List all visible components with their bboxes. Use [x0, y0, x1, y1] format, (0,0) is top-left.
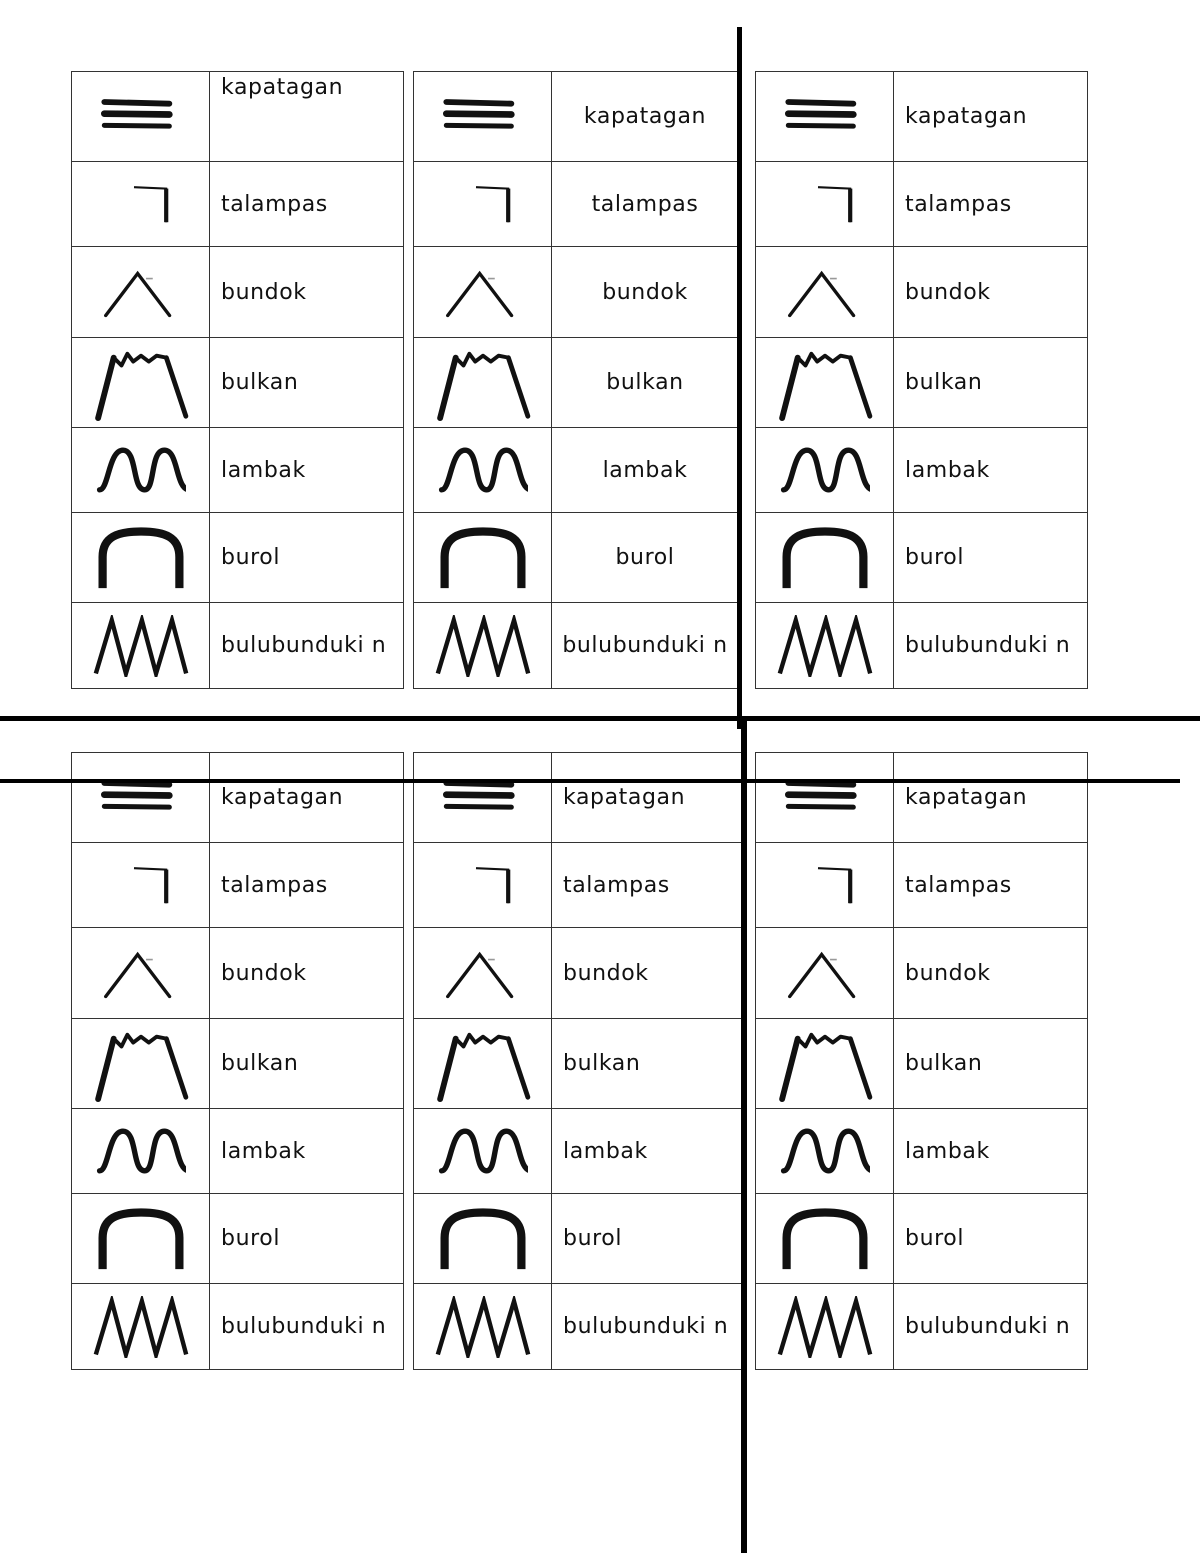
legend-row [414, 1194, 746, 1284]
horizontal-cut-line-lower [0, 779, 1180, 783]
landform-label: bulubunduki n [552, 603, 739, 689]
landform-label: lambak [894, 1109, 1088, 1194]
legend-row [414, 513, 739, 603]
landform-label: kapatagan [552, 72, 739, 162]
valley-icon [429, 443, 537, 497]
legend-row [72, 428, 404, 513]
landform-label: lambak [552, 428, 739, 513]
plateau-icon [448, 178, 518, 230]
symbol-cell [72, 843, 210, 928]
symbol-cell [72, 603, 210, 689]
legend-row [756, 603, 1088, 689]
legend-row [414, 1109, 746, 1194]
landform-label: kapatagan [552, 753, 746, 843]
plateau-icon [448, 859, 518, 911]
legend-row [414, 247, 739, 338]
volcano-icon [775, 1025, 875, 1103]
plateau-icon [106, 859, 176, 911]
landform-label: burol [210, 513, 404, 603]
symbol-cell [72, 72, 210, 162]
landform-label: bulubunduki n [210, 603, 404, 689]
legend-table-3 [755, 71, 1088, 689]
symbol-cell [414, 428, 552, 513]
legend-row [756, 753, 1088, 843]
symbol-cell [72, 513, 210, 603]
legend-row [72, 247, 404, 338]
legend-row [414, 428, 739, 513]
legend-row [414, 603, 739, 689]
landform-label: burol [894, 1194, 1088, 1284]
legend-table-1 [71, 71, 404, 689]
legend-row [72, 1109, 404, 1194]
mound-icon [775, 526, 875, 590]
symbol-cell [414, 247, 552, 338]
legend-table-4 [71, 752, 404, 1370]
symbol-cell [756, 162, 894, 247]
landform-label: lambak [552, 1109, 746, 1194]
symbol-cell [756, 753, 894, 843]
symbol-cell [756, 928, 894, 1019]
volcano-icon [91, 1025, 191, 1103]
valley-icon [429, 1124, 537, 1178]
legend-row [756, 1109, 1088, 1194]
symbol-cell [414, 753, 552, 843]
landform-label: bulkan [210, 338, 404, 428]
mountain-range-icon [770, 615, 880, 677]
legend-row [72, 513, 404, 603]
landform-label: burol [552, 1194, 746, 1284]
landform-label: bulubunduki n [894, 1284, 1088, 1370]
volcano-icon [433, 1025, 533, 1103]
landform-label: bulkan [552, 1019, 746, 1109]
landform-label: burol [552, 513, 739, 603]
landform-label: lambak [210, 428, 404, 513]
legend-row [72, 928, 404, 1019]
mound-icon [775, 1207, 875, 1271]
plateau-icon [790, 178, 860, 230]
landform-label: burol [210, 1194, 404, 1284]
legend-row [72, 72, 404, 162]
symbol-cell [414, 513, 552, 603]
legend-row [414, 338, 739, 428]
legend-row [414, 162, 739, 247]
mountain-range-icon [428, 615, 538, 677]
plateau-icon [106, 178, 176, 230]
symbol-cell [756, 513, 894, 603]
symbol-cell [756, 72, 894, 162]
symbol-cell [72, 1019, 210, 1109]
horizontal-cut-line-middle [0, 716, 1200, 721]
legend-row [756, 72, 1088, 162]
valley-icon [87, 1124, 195, 1178]
landform-label: bundok [552, 928, 746, 1019]
symbol-cell [414, 72, 552, 162]
legend-row [414, 843, 746, 928]
legend-row [756, 162, 1088, 247]
vertical-cut-line-bottom [741, 720, 747, 1553]
vertical-cut-line-top [737, 27, 742, 729]
legend-row [72, 338, 404, 428]
symbol-cell [414, 1019, 552, 1109]
legend-table-5 [413, 752, 746, 1370]
mountain-range-icon [86, 1296, 196, 1358]
landform-label: lambak [210, 1109, 404, 1194]
legend-row [414, 928, 746, 1019]
legend-table-6 [755, 752, 1088, 1370]
legend-row [72, 162, 404, 247]
mound-icon [91, 1207, 191, 1271]
landform-label: bundok [210, 928, 404, 1019]
symbol-cell [414, 1284, 552, 1370]
symbol-cell [756, 843, 894, 928]
symbol-cell [414, 843, 552, 928]
mound-icon [433, 1207, 533, 1271]
landform-label: bundok [210, 247, 404, 338]
volcano-icon [775, 344, 875, 422]
legend-row [72, 1194, 404, 1284]
symbol-cell [756, 1194, 894, 1284]
volcano-icon [433, 344, 533, 422]
landform-label: talampas [210, 843, 404, 928]
landform-label: bundok [894, 247, 1088, 338]
plains-icon [783, 92, 867, 142]
mountain-range-icon [770, 1296, 880, 1358]
legend-row [756, 1284, 1088, 1370]
landform-label: talampas [894, 162, 1088, 247]
symbol-cell [756, 247, 894, 338]
symbol-cell [72, 928, 210, 1019]
symbol-cell [414, 162, 552, 247]
symbol-cell [414, 1109, 552, 1194]
landform-label: lambak [894, 428, 1088, 513]
symbol-cell [72, 338, 210, 428]
landform-label: burol [894, 513, 1088, 603]
symbol-cell [756, 1284, 894, 1370]
hill-icon [441, 945, 525, 1001]
mountain-range-icon [86, 615, 196, 677]
symbol-cell [72, 1194, 210, 1284]
legend-table-2 [413, 71, 739, 689]
landform-label: bundok [552, 247, 739, 338]
legend-row [756, 928, 1088, 1019]
legend-row [756, 428, 1088, 513]
legend-row [72, 753, 404, 843]
symbol-cell [756, 603, 894, 689]
legend-row [756, 513, 1088, 603]
mound-icon [433, 526, 533, 590]
hill-icon [99, 264, 183, 320]
valley-icon [771, 1124, 879, 1178]
legend-row [756, 338, 1088, 428]
valley-icon [771, 443, 879, 497]
legend-row [72, 1019, 404, 1109]
symbol-cell [756, 338, 894, 428]
symbol-cell [72, 162, 210, 247]
landform-label: kapatagan [894, 72, 1088, 162]
symbol-cell [756, 1019, 894, 1109]
landform-label: bulubunduki n [552, 1284, 746, 1370]
symbol-cell [72, 753, 210, 843]
landform-label: talampas [552, 162, 739, 247]
legend-row [414, 1019, 746, 1109]
legend-row [756, 1194, 1088, 1284]
landform-label: bulkan [894, 1019, 1088, 1109]
valley-icon [87, 443, 195, 497]
legend-row [414, 753, 746, 843]
landform-label: bulubunduki n [210, 1284, 404, 1370]
legend-row [756, 1019, 1088, 1109]
symbol-cell [756, 1109, 894, 1194]
mountain-range-icon [428, 1296, 538, 1358]
landform-label: talampas [552, 843, 746, 928]
legend-row [72, 1284, 404, 1370]
symbol-cell [72, 428, 210, 513]
symbol-cell [72, 1109, 210, 1194]
legend-row [72, 843, 404, 928]
mound-icon [91, 526, 191, 590]
landform-label: bulubunduki n [894, 603, 1088, 689]
landform-label: talampas [210, 162, 404, 247]
symbol-cell [72, 247, 210, 338]
legend-row [72, 603, 404, 689]
hill-icon [783, 264, 867, 320]
legend-row [756, 843, 1088, 928]
landform-label: bulkan [210, 1019, 404, 1109]
plateau-icon [790, 859, 860, 911]
landform-label: kapatagan [210, 753, 404, 843]
landform-label: bundok [894, 928, 1088, 1019]
hill-icon [783, 945, 867, 1001]
legend-row [414, 1284, 746, 1370]
landform-label: bulkan [552, 338, 739, 428]
legend-row [756, 247, 1088, 338]
symbol-cell [414, 928, 552, 1019]
landform-label: bulkan [894, 338, 1088, 428]
symbol-cell [414, 603, 552, 689]
landform-label: kapatagan [894, 753, 1088, 843]
plains-icon [441, 92, 525, 142]
hill-icon [441, 264, 525, 320]
symbol-cell [414, 1194, 552, 1284]
plains-icon [99, 92, 183, 142]
hill-icon [99, 945, 183, 1001]
symbol-cell [414, 338, 552, 428]
landform-label: kapatagan [210, 72, 404, 162]
symbol-cell [72, 1284, 210, 1370]
volcano-icon [91, 344, 191, 422]
legend-row [414, 72, 739, 162]
symbol-cell [756, 428, 894, 513]
landform-label: talampas [894, 843, 1088, 928]
